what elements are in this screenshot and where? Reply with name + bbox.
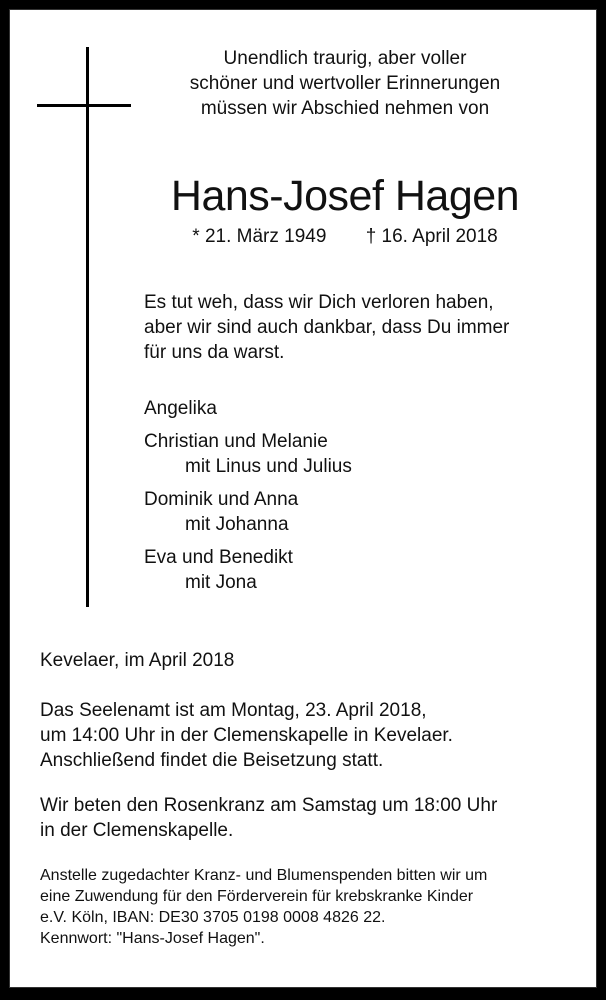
cross-icon-vertical-bar — [86, 47, 89, 607]
family-member: Eva und Benedikt — [144, 547, 293, 568]
family-member: Christian und Melanie — [144, 431, 328, 452]
cross-icon-horizontal-bar — [37, 104, 131, 107]
donation-line: Kennwort: "Hans-Josef Hagen". — [40, 930, 265, 947]
intro-line: müssen wir Abschied nehmen von — [200, 98, 490, 119]
deceased-name: Hans-Josef Hagen — [170, 172, 520, 220]
farewell-quote — [144, 290, 564, 365]
family-group — [144, 487, 544, 537]
family-children: mit Jona — [185, 572, 257, 593]
rosary-line: in der Clemenskapelle. — [40, 820, 234, 841]
family-group — [144, 429, 544, 479]
service-line: Anschließend findet die Beisetzung statt. — [40, 750, 384, 771]
family-member: Dominik und Anna — [144, 489, 299, 510]
family-group — [144, 545, 544, 595]
death-date: † 16. April 2018 — [365, 226, 498, 247]
life-dates — [140, 225, 550, 249]
obituary-notice — [9, 9, 597, 988]
service-line: um 14:00 Uhr in der Clemenskapelle in Kevelaer. — [40, 725, 453, 746]
place-and-date: Kevelaer, im April 2018 — [40, 650, 235, 671]
intro-line: schöner und wertvoller Erinnerungen — [189, 73, 501, 94]
family-list — [144, 396, 544, 603]
rosary-line: Wir beten den Rosenkranz am Samstag um 18:00 Uhr — [40, 795, 498, 816]
birth-date: * 21. März 1949 — [192, 226, 327, 247]
service-line: Das Seelenamt ist am Montag, 23. April 2018, — [40, 700, 427, 721]
donation-line: e.V. Köln, IBAN: DE30 3705 0198 0008 4826 22. — [40, 909, 386, 926]
quote-line: für uns da warst. — [144, 342, 285, 363]
quote-line: aber wir sind auch dankbar, dass Du immer — [144, 317, 510, 338]
family-member: Angelika — [144, 398, 217, 419]
donation-line: Anstelle zugedachter Kranz- und Blumenspenden bitten wir um — [40, 867, 488, 884]
family-children: mit Johanna — [185, 514, 289, 535]
quote-line: Es tut weh, dass wir Dich verloren haben, — [144, 292, 494, 313]
intro-text — [140, 46, 550, 121]
rosary-info — [40, 793, 585, 843]
family-children: mit Linus und Julius — [185, 456, 352, 477]
donation-line: eine Zuwendung für den Förderverein für krebskranke Kinder — [40, 888, 474, 905]
service-info — [40, 698, 580, 773]
family-group — [144, 396, 544, 421]
donation-info — [40, 865, 585, 949]
intro-line: Unendlich traurig, aber voller — [223, 48, 467, 69]
